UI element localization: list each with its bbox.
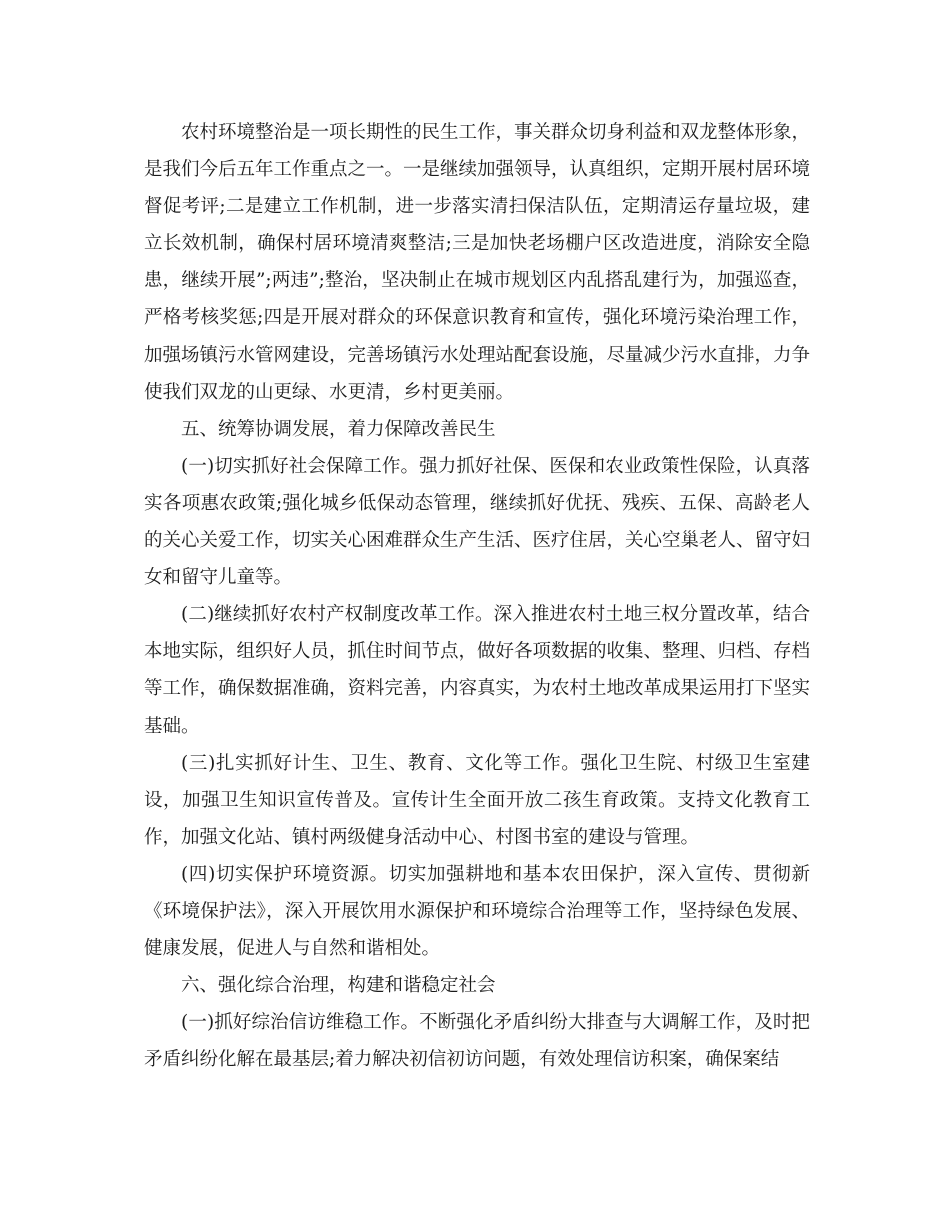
paragraph-social-security: (一)切实抓好社会保障工作。强力抓好社保、医保和农业政策性保险，认真落实各项惠农政策;强化城乡低保动态管理，继续抓好优抚、残疾、五保、高龄老人的关心关爱工作，切实关心困难群众生产生活、医疗住居，关心空巢老人、留守妇女和留守儿童等。 [144, 455, 811, 589]
paragraph-petition-stability: (一)抓好综治信访维稳工作。不断强化矛盾纠纷大排查与大调解工作，及时把矛盾纠纷化解在最基层;着力解决初信初访问题，有效处理信访积案，确保案结 [144, 1012, 810, 1071]
paragraph-health-education: (三)扎实抓好计生、卫生、教育、文化等工作。强化卫生院、村级卫生室建设，加强卫生知识宣传普及。宣传计生全面开放二孩生育政策。支持文化教育工作，加强文化站、镇村两级健身活动中心、村图书室的建设与管理。 [144, 752, 810, 848]
paragraph-environment-protection: (四)切实保护环境资源。切实加强耕地和基本农田保护，深入宣传、贯彻新《环境保护法》，深入开展饮用水源保护和环境综合治理等工作，坚持绿色发展、健康发展，促进人与自然和谐相处。 [144, 863, 810, 960]
section-heading-five: 五、统筹协调发展，着力保障改善民生 [181, 418, 496, 440]
paragraph-property-reform: (二)继续抓好农村产权制度改革工作。深入推进农村土地三权分置改革，结合本地实际，组织好人员，抓住时间节点，做好各项数据的收集、整理、归档、存档等工作，确保数据准确，资料完善，内容真实，为农村土地改革成果运用打下坚实基础。 [144, 604, 811, 737]
section-heading-six: 六、强化综合治理，构建和谐稳定社会 [181, 975, 496, 997]
document-body [144, 114, 810, 1078]
paragraph-rural-environment: 农村环境整治是一项长期性的民生工作，事关群众切身利益和双龙整体形象，是我们今后五年工作重点之一。一是继续加强领导，认真组织，定期开展村居环境督促考评;二是建立工作机制，进一步落实清扫保洁队伍，定期清运存量垃圾，建立长效机制，确保村居环境清爽整洁;三是加快老场棚户区改造进度，消除安全隐患，继续开展”;两违”;整治，坚决制止在城市规划区内乱搭乱建行为，加强巡查，严格考核奖惩;四是开展对群众的环保意识教育和宣传，强化环境污染治理工作，加强场镇污水管网建设，完善场镇污水处理站配套设施，尽量减少污水直排，力争使我们双龙的山更绿、水更清，乡村更美丽。 [144, 122, 811, 403]
